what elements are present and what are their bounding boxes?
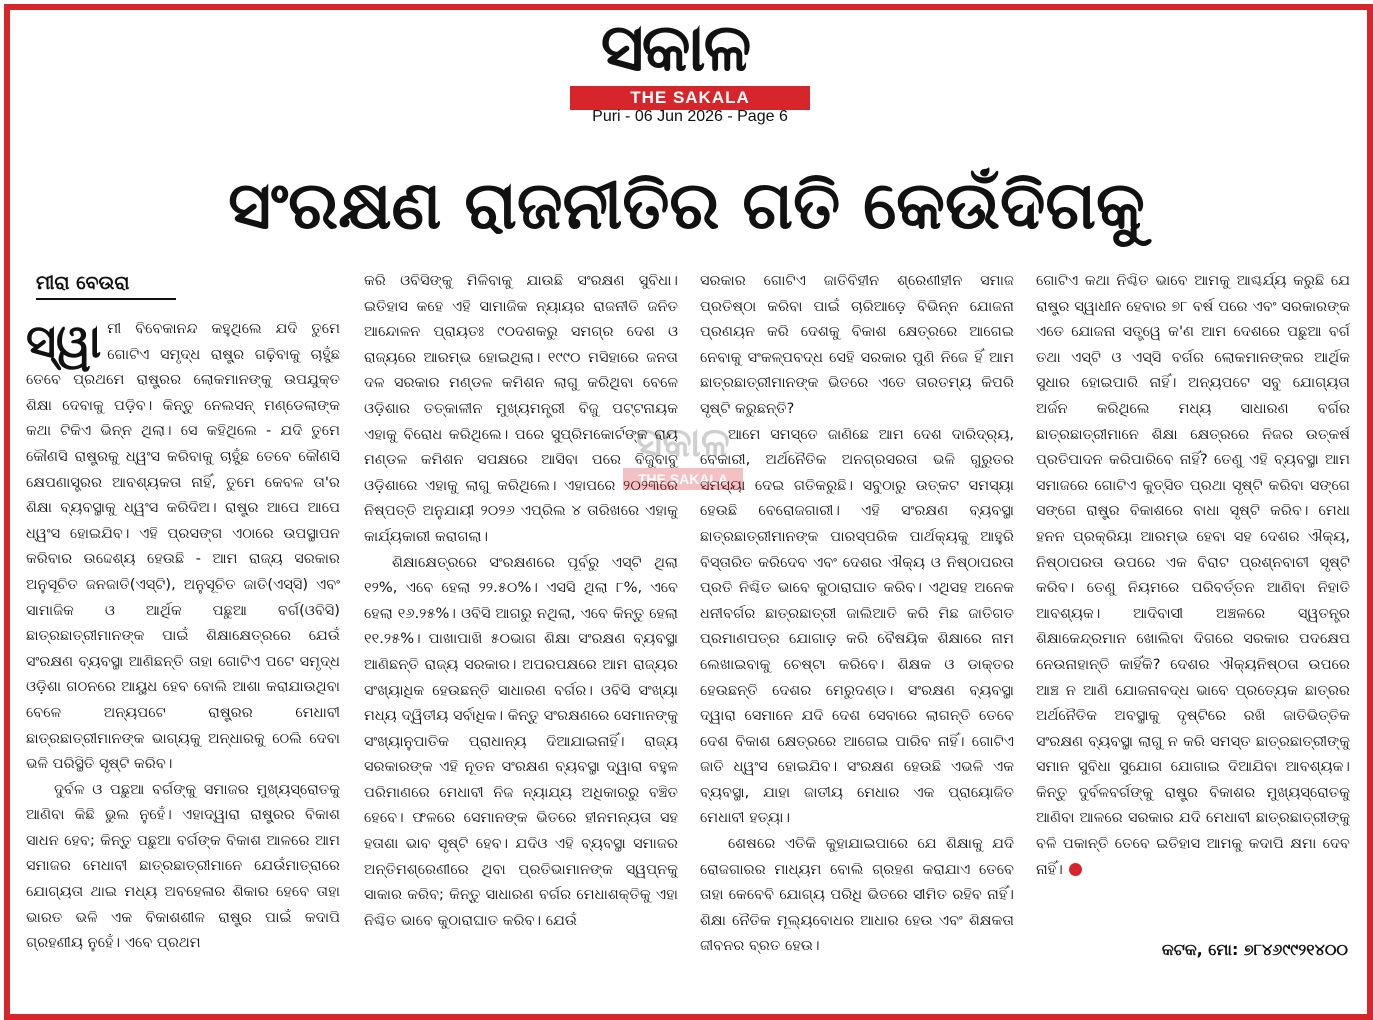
paragraph bbox=[26, 316, 340, 777]
edition-line: Puri - 06 Jun 2026 - Page 6 bbox=[592, 108, 788, 125]
paragraph: ସରକାର ଗୋଟିଏ ଜାତିବିହୀନ ଶ୍ରେଣୀହୀନ ସମାଜ ପ୍ରତିଷ୍ଠା କରିବା ପାଇଁ ଚାରିଆଡ଼େ ବିଭିନ୍ନ ଯୋଜନା ପ୍ରଣୟନ କରି ଦେଶକୁ ବିକାଶ କ୍ଷେତ୍ରରେ ଆଗେଇ ନେବାକୁ ସଂକଳ୍ପବଦ୍ଧ ସେହି ସରକାର ପୁଣି ନିଜେ ହିଁ ଆମ ଛାତ୍ରଛାତ୍ରୀମାନଙ୍କ ଭିତରେ ଏତେ ତାରତମ୍ୟ କିପରି ସୃଷ୍ଟି କରୁଛନ୍ତି? bbox=[700, 272, 1014, 417]
paragraph: ଦୁର୍ବଳ ଓ ପଛୁଆ ବର୍ଗଙ୍କୁ ସମାଜର ମୁଖ୍ୟସ୍ରୋତକୁ ଆଣିବା କିଛି ଭୁଲ ନୁହେଁ। ଏହାଦ୍ୱାରା ରାଷ୍ଟ୍ରର ବିକାଶ ସାଧନ ହେବ; କିନ୍ତୁ ପଛୁଆ ବର୍ଗଙ୍କ ବିକାଶ ଆଳରେ ଆମ ସମାଜର ମେଧାବୀ ଛାତ୍ରଛାତ୍ରୀମାନେ ଯେଉଁମାତ୍ରାରେ ଯୋଗ୍ୟତା ଥାଇ ମଧ୍ୟ ଅବହେଳାର ଶିକାର ହେବେ ତାହା ଭାରତ ଭଳି ଏକ ବିକାଶଶୀଳ ରାଷ୍ଟ୍ର ପାଇଁ କଦାପି ଗ୍ରହଣୀୟ ନୁହେଁ। ଏବେ ପ୍ରଥମ bbox=[26, 780, 340, 952]
paragraph-text: ମୀ ବିବେକାନନ୍ଦ କହୁଥିଲେ ଯଦି ତୁମେ ଗୋଟିଏ ସମୃଦ୍ଧ ରାଷ୍ଟ୍ର ଗଢ଼ିବାକୁ ଚାହୁଁଛ ତେବେ ପ୍ରଥମେ ରାଷ୍ଟ୍ରର ଲୋକମାନଙ୍କୁ ଉପଯୁକ୍ତ ଶିକ୍ଷା ଦେବାକୁ ପଡ଼ିବ। କିନ୍ତୁ ନେଲସନ୍ ମଣ୍ଡେଲାଙ୍କ କଥା ଟିକିଏ ଭିନ୍ନ ଥିଲା। ସେ କହିଥିଲେ - ଯଦି ତୁମେ କୌଣସି ରାଷ୍ଟ୍ରକୁ ଧ୍ୱଂସ କରିବାକୁ ଚାହୁଁଛ ତେବେ କୌଣସି କ୍ଷେପଣାସ୍ତ୍ରର ଆବଶ୍ୟକତା ନାହିଁ, ତୁମେ କେବଳ ତା'ର ଶିକ୍ଷା ବ୍ୟବସ୍ଥାକୁ ଧ୍ୱଂସ କରିଦିଅ। ରାଷ୍ଟ୍ର ଆପେ ଆପେ ଧ୍ୱଂସ ହୋଇଯିବ। ଏହି ପ୍ରସଙ୍ଗ ଏଠାରେ ଉପସ୍ଥାପନ କରିବାର ଉଦ୍ଦେଶ୍ୟ ହେଉଛି - ଆମ ରାଜ୍ୟ ସରକାର ଅନୁସୂଚିତ ଜନଜାତି(ଏସ୍‌ଟି), ଅନୁସୂଚିତ ଜାତି(ଏସ୍‌ସି) ଏବଂ ସାମାଜିକ ଓ ଆର୍ଥିକ ପଛୁଆ ବର୍ଗ(ଓବିସି) ଛାତ୍ରଛାତ୍ରୀମାନଙ୍କ ପାଇଁ ଶିକ୍ଷାକ୍ଷେତ୍ରରେ ଯେଉଁ ସଂରକ୍ଷଣ ବ୍ୟବସ୍ଥା ଆଣିଛନ୍ତି ତାହା ଗୋଟିଏ ପଟେ ସମୃଦ୍ଧ ଓଡ଼ିଶା ଗଠନରେ ଆୟୁଧ ହେବ ବୋଲି ଆଶା କରାଯାଉଥିବା ବେଳେ ଅନ୍ୟପଟେ ରାଷ୍ଟ୍ରର ମେଧାବୀ ଛାତ୍ରଛାତ୍ରୀମାନଙ୍କ ଭାଗ୍ୟକୁ ଅନ୍ଧାରକୁ ଠେଲି ଦେବା ଭଳି ପରିସ୍ଥିତି ସୃଷ୍ଟି କରିବ। bbox=[26, 320, 340, 773]
drop-cap: ସ୍ୱା bbox=[26, 316, 102, 368]
masthead bbox=[0, 8, 1373, 138]
article-column-1 bbox=[26, 316, 340, 1000]
article-headline: ସଂରକ୍ଷଣ ରାଜନୀତିର ଗତି କେଉଁଦିଗକୁ bbox=[228, 167, 1145, 244]
article-column-3 bbox=[700, 268, 1014, 1000]
watermark-logo-text: ସକାଳ bbox=[636, 420, 730, 466]
paragraph-text: ଗୋଟିଏ କଥା ନିଶ୍ଚିତ ଭାବେ ଆମକୁ ଆଶ୍ଚର୍ଯ୍ୟ କରୁଛି ଯେ ରାଷ୍ଟ୍ର ସ୍ୱାଧୀନ ହେବାର ୭୮ ବର୍ଷ ପରେ ଏବଂ ସରକାରଙ୍କ ଏତେ ଯୋଜନା ସତ୍ତ୍ୱେ କ'ଣ ଆମ ଦେଶରେ ପଛୁଆ ବର୍ଗ ତଥା ଏସ୍‌ଟି ଓ ଏସ୍‌ସି ବର୍ଗର ଲୋକମାନଙ୍କର ଆର୍ଥିକ ସୁଧାର ହୋଇପାରି ନାହିଁ। ଅନ୍ୟପଟେ ସବୁ ଯୋଗ୍ୟତା ଅର୍ଜନ କରିଥିଲେ ମଧ୍ୟ ସାଧାରଣ ବର୍ଗର ଛାତ୍ରଛାତ୍ରୀମାନେ ଶିକ୍ଷା କ୍ଷେତ୍ରରେ ନିଜର ଉତ୍କର୍ଷ ପ୍ରତିପାଦନ କରିପାରିବେ ନାହିଁ? ତେଣୁ ଏହି ବ୍ୟବସ୍ଥା ଆମ ସମାଜରେ ଗୋଟିଏ କୁତ୍ସିତ ପ୍ରଥା ସୃଷ୍ଟି କରିବା ସଙ୍ଗେ ସଙ୍ଗେ ରାଷ୍ଟ୍ର ବିକାଶରେ ବାଧା ସୃଷ୍ଟି କରିବ। ମେଧା ହନନ ପ୍ରକ୍ରିୟା ଆରମ୍ଭ ହେବା ସହ ଦେଶର ଐକ୍ୟ, ନିଷ୍ଠାପରତା ଉପରେ ଏକ ବିରାଟ ପ୍ରଶ୍ନବାଚୀ ସୃଷ୍ଟି କରିବ। ତେଣୁ ନିୟମରେ ପରିବର୍ତ୍ତନ ଆଣିବା ନିହାତି ଆବଶ୍ୟକ। ଆଦିବାସୀ ଅଞ୍ଚଳରେ ସ୍ୱତନ୍ତ୍ର ଶିକ୍ଷାକେନ୍ଦ୍ରମାନ ଖୋଲିବା ଦିଗରେ ସରକାର ପଦକ୍ଷେପ ନେଉନାହାନ୍ତି କାହିଁକି? ଦେଶର ଐକ୍ୟନିଷ୍ଠତା ଉପରେ ଆଞ୍ଚ ନ ଆଣି ଯୋଜନାବଦ୍ଧ ଭାବେ ପ୍ରତ୍ୟେକ ଛାତ୍ରର ଅର୍ଥନୈତିକ ଅବସ୍ଥାକୁ ଦୃଷ୍ଟିରେ ରଖି ଜାତିଭିତ୍ତିକ ସଂରକ୍ଷଣ ବ୍ୟବସ୍ଥା ଲାଗୁ ନ କରି ସମସ୍ତ ଛାତ୍ରଛାତ୍ରୀଙ୍କୁ ସମାନ ସୁବିଧା ସୁଯୋଗ ଯୋଗାଇ ଦିଆଯିବା ଆବଶ୍ୟକ। କିନ୍ତୁ ଦୁର୍ବଳବର୍ଗଙ୍କୁ ରାଷ୍ଟ୍ର ବିକାଶର ମୁଖ୍ୟସ୍ରୋତକୁ ଆଣିବା ଆଳରେ ସରକାର ଯଦି ମେଧାବୀ ଛାତ୍ରଛାତ୍ରୀଙ୍କୁ ବଳି ପକାନ୍ତି ତେବେ ଇତିହାସ ଆମକୁ କଦାପି କ୍ଷମା ଦେବ ନାହିଁ। bbox=[1036, 272, 1350, 878]
paragraph: ଶିକ୍ଷାକ୍ଷେତ୍ରରେ ସଂରକ୍ଷଣରେ ପୂର୍ବରୁ ଏସ୍‌ଟି ଥିଲା ୧୨%, ଏବେ ହେଲା ୨୨.୫୦%। ଏସସି ଥିଲା ୮%, ଏବେ ହେଲା ୧୬.୨୫%। ଓବିସି ଆଗରୁ ନଥିଲା, ଏବେ କିନ୍ତୁ ହେଲା ୧୧.୨୫%। ପାଖାପାଖି ୫୦ଭାଗ ଶିକ୍ଷା ସଂରକ୍ଷଣ ବ୍ୟବସ୍ଥା ଆଣିଛନ୍ତି ରାଜ୍ୟ ସରକାର। ଅପରପକ୍ଷରେ ଆମ ରାଜ୍ୟର ସଂଖ୍ୟାଧିକ ହେଉଛନ୍ତି ସାଧାରଣ ବର୍ଗର। ଓବିସି ସଂଖ୍ୟା ମଧ୍ୟ ଦ୍ୱିତୀୟ ସର୍ବାଧିକ। କିନ୍ତୁ ସଂରକ୍ଷଣରେ ସେମାନଙ୍କୁ ସଂଖ୍ୟାନୁପାତିକ ପ୍ରାଧାନ୍ୟ ଦିଆଯାଇନାହିଁ। ରାଜ୍ୟ ସରକାରଙ୍କ ଏହି ନୂତନ ସଂରକ୍ଷଣ ବ୍ୟବସ୍ଥା ଦ୍ୱାରା ବହୁଳ ପରିମାଣରେ ମେଧାବୀ ନିଜ ନ୍ୟାଯ୍ୟ ଅଧିକାରରୁ ବଞ୍ଚିତ ହେବେ। ଫଳରେ ସେମାନଙ୍କ ଭିତରେ ହୀନମନ୍ୟତା ସହ ହତାଶା ଭାବ ସୃଷ୍ଟି ହେବ। ଯଦିଓ ଏହି ବ୍ୟବସ୍ଥା ସମାଜର ଅନ୍ତିମଶ୍ରେଣୀରେ ଥିବା ପ୍ରତିଭାମାନଙ୍କ ସ୍ୱପ୍ନକୁ ସାକାର କରିବ; କିନ୍ତୁ ସାଧାରଣ ବର୍ଗର ମେଧାଶକ୍ତିକୁ ଏହା ନିଶ୍ଚିତ ଭାବେ କୁଠାରାଘାତ କରିବ। ଯେଉଁ bbox=[364, 553, 678, 929]
paragraph: କରି ଓବିସିଙ୍କୁ ମିଳିବାକୁ ଯାଉଛି ସଂରକ୍ଷଣ ସୁବିଧା। ଇତିହାସ କହେ ଏହି ସାମାଜିକ ନ୍ୟାୟର ରାଜନୀତି ଜନିତ ଆନ୍ଦୋଳନ ପ୍ରାୟତଃ ୯୦ଦଶକରୁ ସମଗ୍ର ଦେଶ ଓ ରାଜ୍ୟରେ ଆରମ୍ଭ ହୋଇଥିଲା। ୧୯୯୦ ମସିହାରେ ଜନତା ଦଳ ସରକାର ମଣ୍ଡଳ କମିଶନ ଲାଗୁ କରିଥିବା ବେଳେ ଓଡ଼ିଶାର ତତ୍କାଳୀନ ମୁଖ୍ୟମନ୍ତ୍ରୀ ବିଜୁ ପଟ୍ଟନାୟକ ଏହାକୁ ବିରୋଧ କରିଥିଲେ। ପରେ ସୁପ୍ରିମକୋର୍ଟଙ୍କ ରାୟ ମଣ୍ଡଳ କମିଶନ ସପକ୍ଷରେ ଆସିବା ପରେ ବିଜୁବାବୁ ଓଡ଼ିଶାରେ ଏହାକୁ ଲାଗୁ କରିଥିଲେ। ଏହାପରେ ୨୦୨୩ରେ ନିଷ୍ପତ୍ତି ଅନୁଯାୟୀ ୨୦୨୬ ଏପ୍ରିଲ ୪ ତାରିଖରେ ଏହାକୁ କାର୍ଯ୍ୟକାରୀ କରାଗଲା। bbox=[364, 272, 678, 545]
newspaper-logo: ସକାଳ bbox=[600, 9, 750, 86]
article-column-2 bbox=[364, 268, 678, 1000]
logo-subtitle: THE SAKALA bbox=[570, 86, 810, 110]
article-column-4 bbox=[1036, 268, 1350, 888]
author-signoff: କଟକ, ମୋ: ୭୮୪୬୯୯୨୧୪୦୦ bbox=[1161, 940, 1348, 959]
end-of-article-icon bbox=[1069, 863, 1082, 876]
author-byline: ମୀରା ବେଉରା bbox=[36, 268, 176, 300]
watermark-subtitle: THE SAKALA bbox=[623, 468, 743, 490]
paragraph: ଶେଷରେ ଏତିକି କୁହାଯାଇପାରେ ଯେ ଶିକ୍ଷାକୁ ଯଦି ରୋଜଗାରର ମାଧ୍ୟମ ବୋଲି ଗ୍ରହଣ କରାଯାଏ ତେବେ ତାହା କେବେବି ଯୋଗ୍ୟ ପରିଧି ଭିତରେ ସୀମିତ ରହିବ ନାହିଁ। ଶିକ୍ଷା ନୈତିକ ମୂଲ୍ୟବୋଧର ଆଧାର ହେଉ ଏବଂ ଶିକ୍ଷକତା ଜୀବନର ବ୍ରତ ହେଉ। bbox=[700, 835, 1014, 955]
paragraph: ଆମେ ସମସ୍ତେ ଜାଣିଛେ ଆମ ଦେଶ ଦାରିଦ୍ର୍ୟ, ବେକାରୀ, ଅର୍ଥନୈତିକ ଅନଗ୍ରସରତା ଭଳି ଗୁରୁତର ସମସ୍ୟା ଦେଇ ଗତିକରୁଛି। ସବୁଠାରୁ ଉତ୍କଟ ସମସ୍ୟା ହେଉଛି ବେରୋଜଗାରୀ। ଏହି ସଂରକ୍ଷଣ ବ୍ୟବସ୍ଥା ଛାତ୍ରଛାତ୍ରୀମାନଙ୍କ ପାରସ୍ପରିକ ପାର୍ଥକ୍ୟକୁ ଆହୁରି ବିସ୍ତାରିତ କରିଦେବ ଏବଂ ଦେଶର ଐକ୍ୟ ଓ ନିଷ୍ଠାପରତା ପ୍ରତି ନିଶ୍ଚିତ ଭାବେ କୁଠାରାଘାତ କରିବ। ଏଥିସହ ଅନେକ ଧନୀବର୍ଗର ଛାତ୍ରଛାତ୍ରୀ ଜାଲିଆତି କରି ମିଛ ଜାତିଗତ ପ୍ରମାଣପତ୍ର ଯୋଗାଡ଼ କରି ବୈଷୟିକ ଶିକ୍ଷାରେ ନାମ ଲେଖାଇବାକୁ ଚେଷ୍ଟା କରିବେ। ଶିକ୍ଷକ ଓ ଡାକ୍ତର ହେଉଛନ୍ତି ଦେଶର ମେରୁଦଣ୍ଡ। ସଂରକ୍ଷଣ ବ୍ୟବସ୍ଥା ଦ୍ୱାରା ସେମାନେ ଯଦି ଦେଶ ସେବାରେ ଲାଗନ୍ତି ତେବେ ଦେଶ ବିକାଶ କ୍ଷେତ୍ରରେ ଆଗେଇ ପାରିବ ନାହିଁ। ଗୋଟିଏ ଜାତି ଧ୍ୱଂସ ହୋଇଯିବ। ସଂରକ୍ଷଣ ହେଉଛି ଏଭଳି ଏକ ବ୍ୟବସ୍ଥା, ଯାହା ଜାତୀୟ ମେଧାର ଏକ ପ୍ରାୟୋଜିତ ମେଧାବୀ ହତ୍ୟା। bbox=[700, 425, 1014, 827]
paragraph bbox=[1036, 268, 1350, 882]
